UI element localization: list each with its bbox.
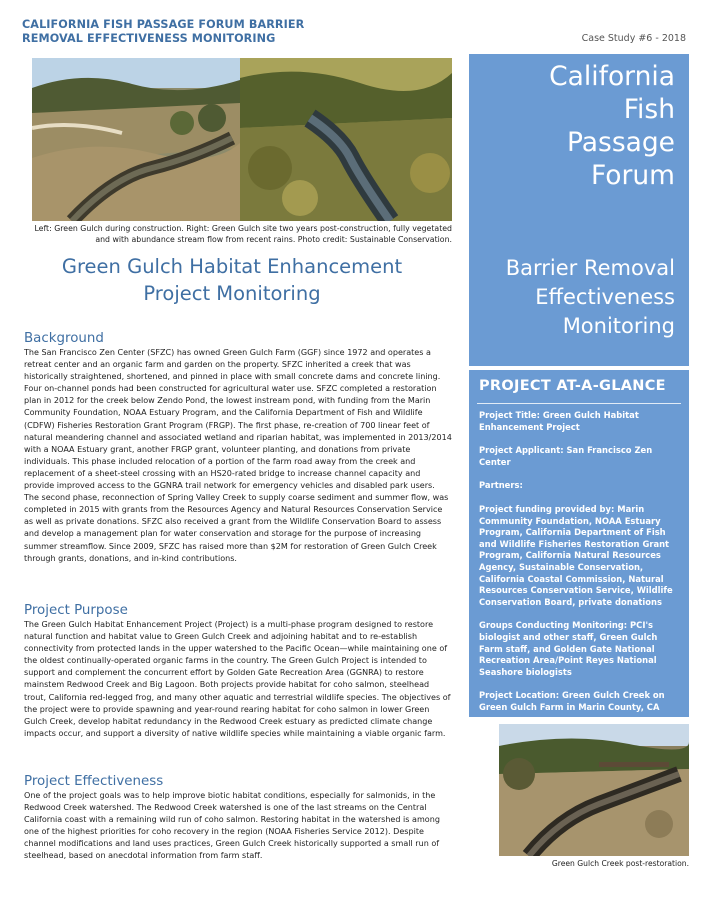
forum-name-line: Passage — [566, 127, 675, 158]
purpose-section — [24, 603, 452, 740]
glance-funding: Project funding provided by: Marin Community Foundation, NOAA Estuary Program, California Department of Fish and Wildlife Fisheries Restoration Grant Program, California Natural Resources Agency, Sustainable Conservation, California Coastal Commission, Natural Resources Conservation Service, Wildlife Conservation Board, private donations — [479, 503, 673, 607]
project-at-a-glance — [469, 370, 689, 717]
construction-photo — [32, 58, 240, 221]
forum-name — [469, 60, 675, 192]
glance-monitoring-groups: Groups Conducting Monitoring: PCI's biologist and other staff, Green Gulch Farm staff, and Golden Gate National Recreation Area/Point Reyes National Seashore biologists — [479, 620, 658, 677]
forum-name-line: Forum — [590, 160, 675, 191]
program-name-line: Monitoring — [562, 314, 675, 338]
effectiveness-section — [24, 774, 452, 863]
glance-heading: PROJECT AT-A-GLANCE — [479, 378, 666, 394]
program-name-line: Effectiveness — [535, 285, 675, 309]
glance-divider — [477, 403, 681, 404]
glance-body — [479, 410, 683, 725]
forum-banner — [469, 54, 689, 366]
forum-name-line: California — [549, 61, 675, 92]
background-body: The San Francisco Zen Center (SFZC) has owned Green Gulch Farm (GGF) since 1972 and operates a retreat center and an organic farm and garden on the property. SFZC inherited a creek that was historically straightened, shortened, and pinned in place with small concrete dams and concrete lining. Four on-channel ponds had been constructed for agricultural water use. SFZC completed a restoration plan in 2012 for the creek below Zendo Pond, the lowest instream pond, with funding from the Marin Community Foundation, NOAA Estuary Program, and the California Department of Fish and Wildlife (CDFW) Fisheries Restoration Grant Program (FRGP). The first phase, re-creation of 700 linear feet of natural meandering channel and associated wetland and riparian habitat, was implemented in 2013/2014 with a NOAA Estuary grant, another FRGP grant, volunteer planting, and donations from private individuals. This phase included relocation of a portion of the farm road away from the creek and replacement of a sheet-steel crossing with an HS20-rated bridge to increase channel capacity and provide improved access to the GGNRA trail network for emergency vehicles and disabled park users. The second phase, reconnection of Spring Valley Creek to supply coarse sediment and summer flow, was completed in 2015 with grants from the Resources Agency and Natural Resources Conservation Service as well as private donations. SFZC also received a grant from the Wildlife Conservation Board to assess and develop a management plan for water conservation and storage for the purpose of increasing summer streamflow. Since 2009, SFZC has raised more than $2M for restoration of Green Gulch Creek through grants, donations, and in-kind contributions. — [24, 348, 452, 563]
post-restoration-photo — [499, 724, 689, 856]
glance-location: Project Location: Green Gulch Creek on Green Gulch Farm in Marin County, CA — [479, 690, 665, 712]
purpose-heading: Project Purpose — [24, 603, 128, 618]
program-name-line: Barrier Removal — [505, 256, 675, 280]
glance-partners: Partners: — [479, 480, 523, 491]
glance-project-applicant: Project Applicant: San Francisco Zen Center — [479, 445, 653, 467]
case-study-number: Case Study #6 - 2018 — [581, 33, 686, 44]
effectiveness-heading: Project Effectiveness — [24, 774, 164, 789]
program-name — [469, 254, 675, 341]
post-construction-photo — [240, 58, 452, 221]
post-restoration-caption: Green Gulch Creek post-restoration. — [551, 859, 689, 868]
document-title: Green Gulch Habitat Enhancement Project Monitoring — [61, 255, 403, 305]
header-title: CALIFORNIA FISH PASSAGE FORUM BARRIER REMOVAL EFFECTIVENESS MONITORING — [22, 18, 305, 45]
effectiveness-body: One of the project goals was to help improve biotic habitat conditions, especially for salmonids, in the Redwood Creek watershed. The Redwood Creek watershed is one of the last streams on the Central California coast with a remaining wild run of coho salmon. Restoring habitat in the watershed is among one of the highest priorities for coho recovery in the region (NOAA Fisheries Service 2012). Despite channel modifications and land uses practices, Green Gulch Creek historically supported a small run of steelhead, based on anecdotal information from farm staff. — [24, 791, 440, 861]
background-heading: Background — [24, 331, 104, 346]
background-section — [24, 331, 452, 565]
glance-project-title: Project Title: Green Gulch Habitat Enhancement Project — [479, 410, 639, 432]
purpose-body: The Green Gulch Habitat Enhancement Project (Project) is a multi-phase program designed to restore natural function and habitat value to Green Gulch Creek and adjoining habitat and to re-establish connectivity from protected lands in the upper watershed to the Pacific Ocean—while maintaining one of the oldest continually-operated organic farms in the country. The Green Gulch Project is intended to support and complement the concurrent effort by Golden Gate Recreation Area (GGNRA) to restore mainstem Redwood Creek and Big Lagoon. Both projects provide habitat for coho salmon, steelhead trout, California red-legged frog, and many other aquatic and terrestrial wildlife species. The objectives of the project were to provide spawning and year-round rearing habitat for coho salmon in lower Green Gulch Creek, develop habitat redundancy in the Redwood Creek estuary as predicted climate change impacts occur, and support a diversity of native wildlife species while maintaining a viable organic farm. — [24, 620, 451, 738]
photo-caption: Left: Green Gulch during construction. Right: Green Gulch site two years post-construction, fully vegetated and with abundance stream flow from recent rains. Photo credit: Sustainable Conservation. — [34, 224, 452, 244]
forum-name-line: Fish — [623, 94, 675, 125]
